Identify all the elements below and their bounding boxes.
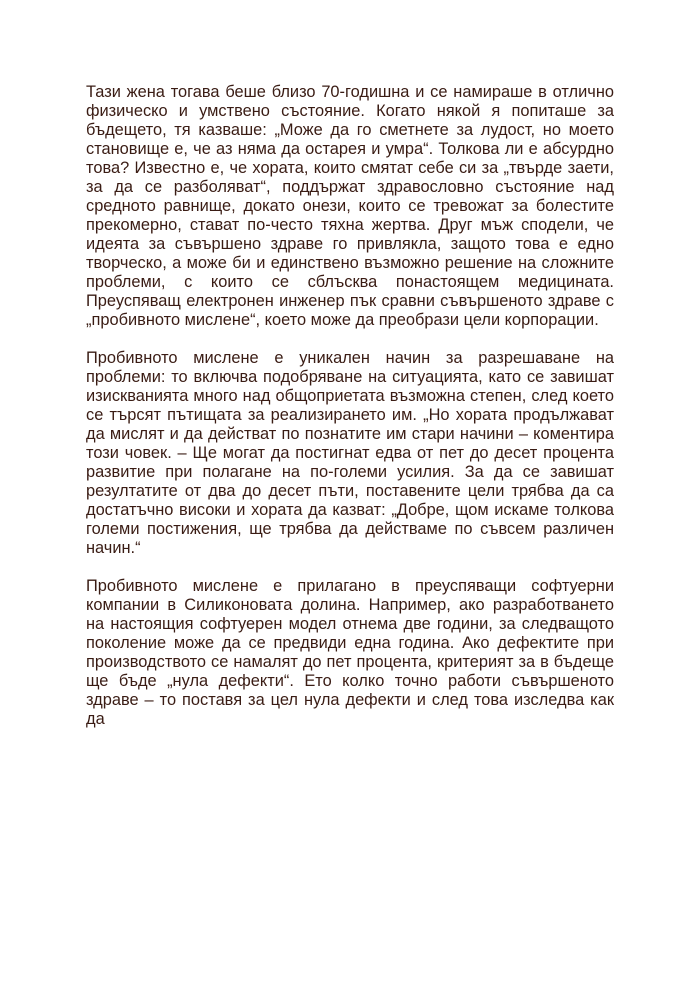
paragraph-2: Пробивното мислене е уникален начин за разрешаване на проблеми: то включва подобряване на ситуацията, като се завишат изискванията много над общоприетата възможна степен, след което се търсят пътищата за реализирането им. „Но хората продължават да мислят и да действат по познатите им стари начини – коментира този човек. – Ще могат да постигнат едва от пет до десет процента развитие при полагане на по-големи усилия. За да се завишат резултатите от два до десет пъти, поставените цели трябва да са достатъчно високи и хората да казват: „Добре, щом искаме толкова големи постижения, ще трябва да действаме по съвсем различен начин.“: [86, 349, 614, 557]
paragraph-1: Тази жена тогава беше близо 70-годишна и се намираше в отлично физическо и умствено състояние. Когато някой я попиташе за бъдещето, тя казваше: „Може да го сметнете за лудост, но моето становище е, че аз няма да остарея и умра“. Толкова ли е абсурдно това? Известно е, че хората, които смятат себе си за „твърде заети, за да се разболяват“, поддържат здравословно състояние над средното равнище, докато онези, които се тревожат за болестите прекомерно, стават по-често тяхна жертва. Друг мъж сподели, че идеята за съвършено здраве го привлякла, защото това е едно творческо, а може би и единствено възможно решение на сложните проблеми, с които се сблъсква понастоящем медицината. Преуспяващ електронен инженер пък сравни съвършеното здраве с „пробивното мислене“, което може да преобрази цели корпорации.: [86, 83, 614, 329]
paragraph-3: Пробивното мислене е прилагано в преуспяващи софтуерни компании в Силиконовата долина. Например, ако разработването на настоящия софтуерен модел отнема две години, за следващото поколение може да се предвиди една година. Ако дефектите при производството се намалят до пет процента, критерият за в бъдеще ще бъде „нула дефекти“. Ето колко точно работи съвършеното здраве – то поставя за цел нула дефекти и след това изследва как да: [86, 577, 614, 728]
body-text: [86, 83, 614, 729]
